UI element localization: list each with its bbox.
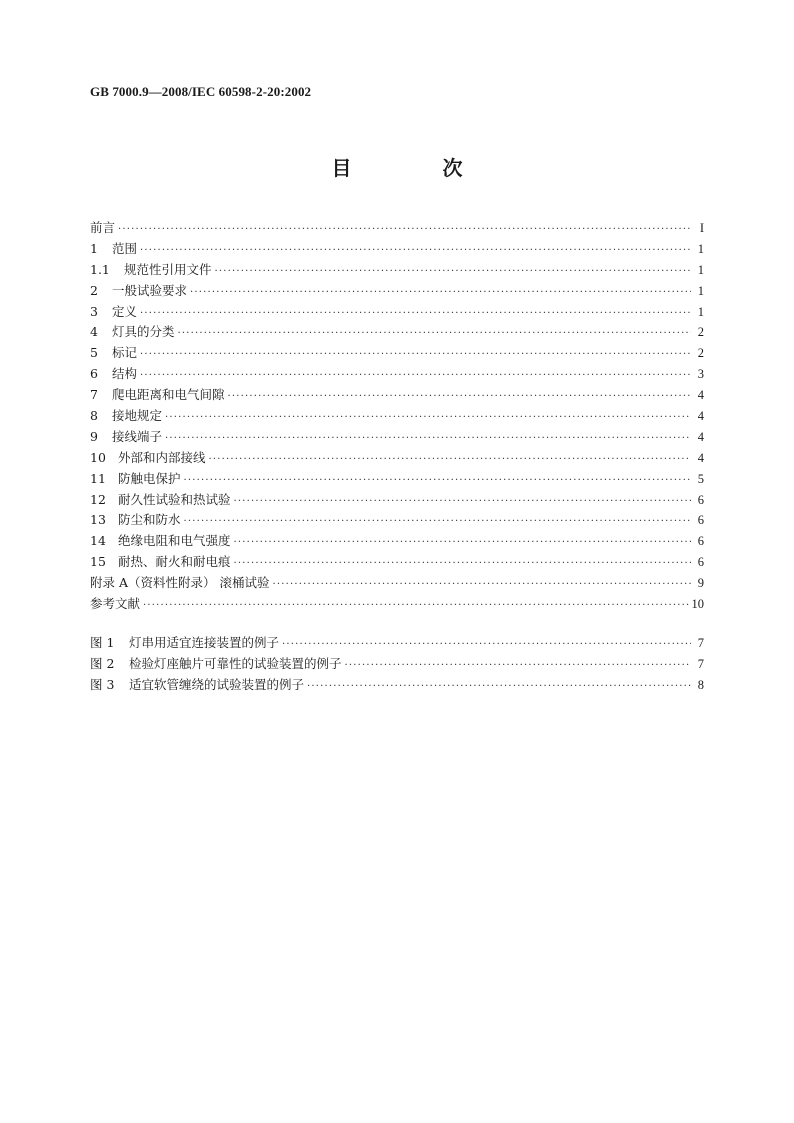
dot-leader	[209, 450, 691, 471]
dot-leader	[345, 656, 691, 677]
figure-entry[interactable]	[90, 633, 704, 654]
figure-number: 图 2	[90, 655, 115, 671]
toc-entry-page: 1	[697, 304, 704, 319]
toc-entry[interactable]	[90, 302, 704, 323]
toc-entry-number: 4	[90, 324, 98, 340]
toc-entry-title: 防尘和防水	[118, 512, 181, 528]
toc-entry-title: 防触电保护	[118, 470, 181, 486]
toc-entry[interactable]	[90, 218, 704, 239]
dot-leader	[184, 512, 691, 533]
toc-entry-page: 1	[697, 283, 704, 298]
toc-entry[interactable]	[90, 385, 704, 406]
toc-entry-page: 4	[697, 429, 704, 444]
figure-number: 图 1	[90, 635, 115, 650]
toc-entry[interactable]	[90, 490, 704, 511]
toc-entry-page: 4	[697, 450, 704, 465]
toc-entry-number: 2	[90, 282, 98, 298]
figure-title: 灯串用适宜连接装置的例子	[129, 635, 280, 650]
figure-title: 适宜软管缠绕的试验装置的例子	[129, 676, 305, 692]
dot-leader	[307, 677, 691, 698]
toc-entry-title: 参考文献	[90, 596, 141, 612]
toc-entry-page: 1	[697, 241, 704, 256]
figure-number: 图 3	[90, 676, 115, 692]
page-title: 目 次	[331, 156, 505, 180]
dot-leader	[190, 283, 691, 304]
toc-entry-title: 灯具的分类	[112, 324, 175, 340]
toc-entry-page: 4	[697, 388, 704, 403]
toc-entry-page: 2	[697, 325, 704, 340]
toc-entry[interactable]	[90, 406, 704, 427]
toc-entry[interactable]	[90, 448, 704, 469]
toc-entry-number: 12	[90, 491, 106, 507]
figure-page: 7	[697, 636, 704, 650]
toc-entry[interactable]	[90, 322, 704, 343]
toc-entry[interactable]	[90, 239, 704, 260]
toc-entry-number: 1	[90, 240, 98, 256]
toc-entry-number: 11	[90, 470, 106, 486]
dot-leader	[234, 533, 691, 554]
toc-entry-title: 接线端子	[112, 428, 163, 444]
toc-entry-page: 2	[697, 346, 704, 361]
toc-entry-number: 8	[90, 408, 98, 424]
toc-entry-title: 附录 A（资料性附录） 滚桶试验	[90, 575, 270, 591]
toc-entry[interactable]	[90, 531, 704, 552]
dot-leader	[215, 262, 691, 283]
toc-entry-number: 13	[90, 512, 106, 528]
toc-entry-page: 3	[697, 367, 704, 382]
toc-entry-number: 14	[90, 533, 106, 549]
toc-entry-title: 结构	[112, 366, 138, 382]
toc-entry-title: 定义	[112, 303, 138, 319]
toc-entry-number: 10	[90, 449, 106, 465]
toc-entry-number: 1.1	[90, 261, 110, 277]
toc-entry-page: 9	[697, 576, 704, 591]
toc-entry[interactable]	[90, 594, 704, 615]
toc-entry-page: 6	[697, 513, 704, 528]
standard-number-header: GB 7000.9—2008/IEC 60598-2-20:2002	[90, 84, 312, 99]
toc-entry-title: 绝缘电阻和电气强度	[118, 533, 231, 549]
table-of-contents	[90, 218, 704, 615]
toc-entry-page: 6	[697, 555, 704, 570]
toc-entry-number: 9	[90, 428, 98, 444]
toc-entry-number: 6	[90, 366, 98, 382]
toc-entry-page: 4	[697, 409, 704, 424]
toc-entry-number: 5	[90, 345, 98, 361]
toc-entry-page: 6	[697, 492, 704, 507]
toc-entry-title: 爬电距离和电气间隙	[112, 387, 225, 403]
figure-entry[interactable]	[90, 654, 704, 675]
toc-entry-title: 规范性引用文件	[124, 261, 212, 277]
toc-entry-number: 15	[90, 554, 106, 570]
dot-leader	[178, 324, 691, 345]
dot-leader	[140, 241, 691, 262]
toc-entry-title: 标记	[112, 345, 138, 361]
toc-entry[interactable]	[90, 573, 704, 594]
figure-title: 检验灯座触片可靠性的试验装置的例子	[129, 655, 342, 671]
toc-entry-page: 10	[691, 597, 704, 612]
toc-entry-page: 5	[697, 471, 704, 486]
dot-leader	[143, 596, 688, 617]
dot-leader	[272, 575, 691, 596]
toc-entry-page: 1	[697, 262, 704, 277]
figure-page: 7	[697, 656, 704, 671]
toc-entry[interactable]	[90, 510, 704, 531]
dot-leader	[165, 429, 691, 450]
toc-entry-title: 耐热、耐火和耐电痕	[118, 554, 231, 570]
dot-leader	[184, 471, 691, 492]
toc-entry[interactable]	[90, 343, 704, 364]
dot-leader	[234, 554, 691, 575]
toc-entry-number: 7	[90, 387, 98, 403]
toc-entry-title: 范围	[112, 240, 138, 256]
toc-entry-number: 3	[90, 303, 98, 319]
dot-leader	[140, 304, 691, 325]
toc-entry-page: I	[699, 221, 704, 235]
dot-leader	[140, 366, 691, 387]
toc-entry-title: 接地规定	[112, 408, 163, 424]
list-of-figures	[90, 633, 704, 696]
toc-entry[interactable]	[90, 260, 704, 281]
dot-leader	[228, 387, 691, 408]
dot-leader	[118, 220, 691, 241]
toc-entry-title: 一般试验要求	[112, 282, 188, 298]
toc-entry[interactable]	[90, 552, 704, 573]
figure-entry[interactable]	[90, 675, 704, 696]
figure-page: 8	[697, 677, 704, 692]
dot-leader	[140, 345, 691, 366]
toc-entry[interactable]	[90, 469, 704, 490]
toc-entry-title: 耐久性试验和热试验	[118, 491, 231, 507]
toc-entry-title: 前言	[90, 220, 116, 235]
toc-entry[interactable]	[90, 281, 704, 302]
dot-leader	[282, 635, 691, 656]
toc-entry-page: 6	[697, 534, 704, 549]
dot-leader	[234, 492, 691, 513]
toc-entry-title: 外部和内部接线	[118, 449, 206, 465]
toc-entry[interactable]	[90, 427, 704, 448]
toc-entry[interactable]	[90, 364, 704, 385]
dot-leader	[165, 408, 691, 429]
